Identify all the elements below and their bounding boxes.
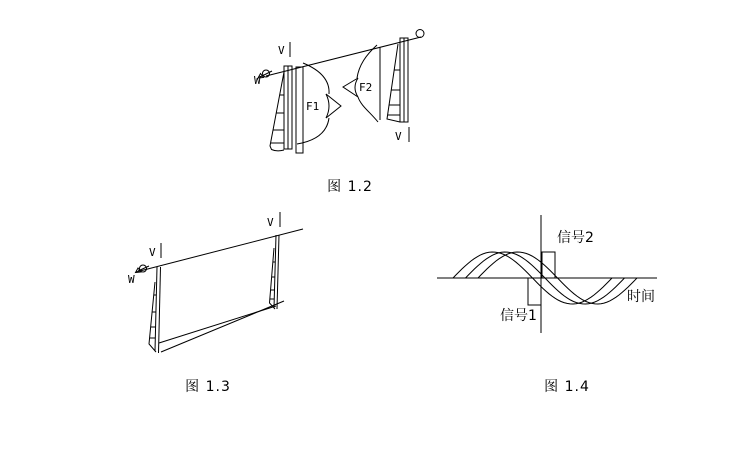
fig-1-4-drawing xyxy=(430,210,670,345)
figure-1-4-caption: 图 1.4 xyxy=(544,379,590,395)
v-top-label: V xyxy=(278,44,285,57)
v-bottom-label: V xyxy=(395,130,402,143)
time-label: 时间 xyxy=(627,289,655,305)
signal2-label: 信号2 xyxy=(557,230,594,246)
figure-1-3-caption: 图 1.3 xyxy=(185,379,231,395)
arrowhead-icon xyxy=(136,268,142,273)
f1-label: F1 xyxy=(306,100,320,113)
f2-label: F2 xyxy=(359,81,373,94)
v-left-label: V xyxy=(149,246,156,259)
figure-1-2-caption: 图 1.2 xyxy=(327,179,373,195)
v-right-label: V xyxy=(267,216,274,229)
sheet-bottom-edges xyxy=(159,301,284,352)
right-hanging-sheet xyxy=(270,235,280,309)
fig-1-3-drawing xyxy=(120,205,310,365)
left-hanging-sheet xyxy=(270,66,303,153)
fig-1-2-drawing xyxy=(250,25,450,175)
left-hanging-sheet xyxy=(149,267,161,353)
signal1-label: 信号1 xyxy=(500,308,537,324)
w-label: W xyxy=(128,273,135,286)
w-label: W xyxy=(254,74,261,87)
signal1-pulse xyxy=(528,278,541,305)
right-hook-icon xyxy=(416,30,424,38)
right-hanging-sheet xyxy=(380,38,408,122)
